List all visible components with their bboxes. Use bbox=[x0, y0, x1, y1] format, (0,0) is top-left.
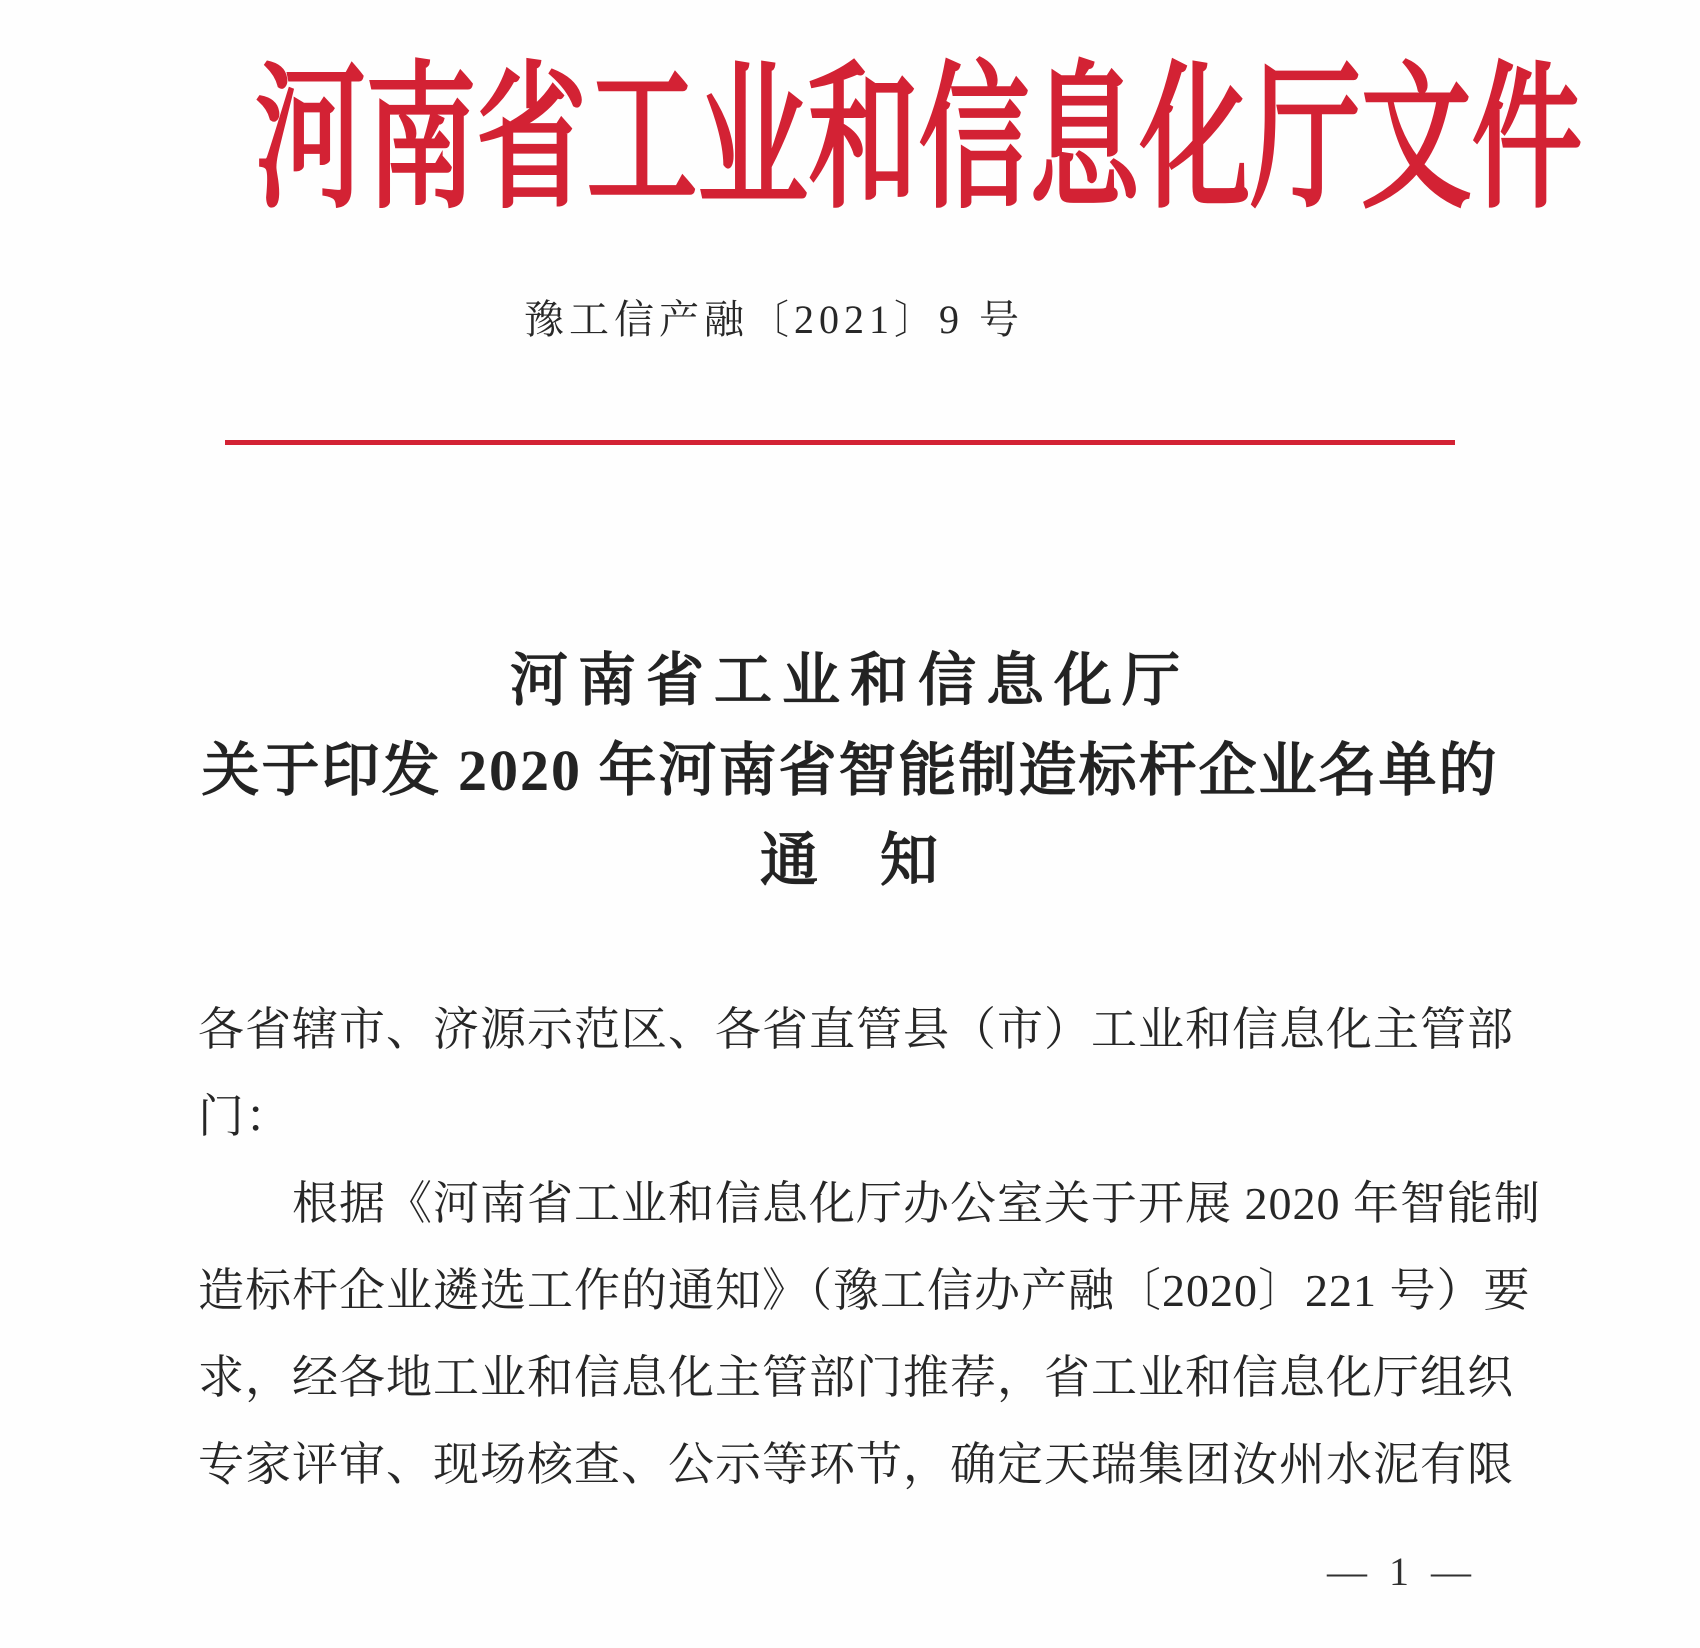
document-title-line-1: 河南省工业和信息化厅 bbox=[509, 648, 1190, 713]
body-line-paragraph-start: 根据《河南省工业和信息化厅办公室关于开展 2020 年智能制 bbox=[292, 1178, 1541, 1229]
document-number: 豫工信产融〔2021〕9 号 bbox=[524, 297, 1024, 342]
body-line-paragraph-cont-2: 求，经各地工业和信息化主管部门推荐，省工业和信息化厅组织 bbox=[198, 1352, 1514, 1403]
body-line-salutation: 各省辖市、济源示范区、各省直管县（市）工业和信息化主管部 bbox=[198, 1004, 1514, 1055]
red-divider-line bbox=[225, 440, 1455, 445]
document-title bbox=[0, 636, 1700, 906]
body-line-paragraph-cont-1: 造标杆企业遴选工作的通知》（豫工信办产融〔2020〕221 号）要 bbox=[198, 1265, 1531, 1316]
body-line-paragraph-cont-3: 专家评审、现场核查、公示等环节，确定天瑞集团汝州水泥有限 bbox=[198, 1439, 1514, 1490]
letterhead-banner-title: 河南省工业和信息化厅文件 bbox=[255, 53, 1583, 228]
page-number: — 1 — bbox=[1327, 1549, 1477, 1594]
document-body bbox=[198, 986, 1541, 1508]
document-title-line-2: 关于印发 2020 年河南省智能制造标杆企业名单的 bbox=[201, 738, 1499, 803]
document-title-line-3: 通 知 bbox=[759, 828, 940, 893]
body-line-salutation-cont: 门： bbox=[198, 1091, 292, 1142]
